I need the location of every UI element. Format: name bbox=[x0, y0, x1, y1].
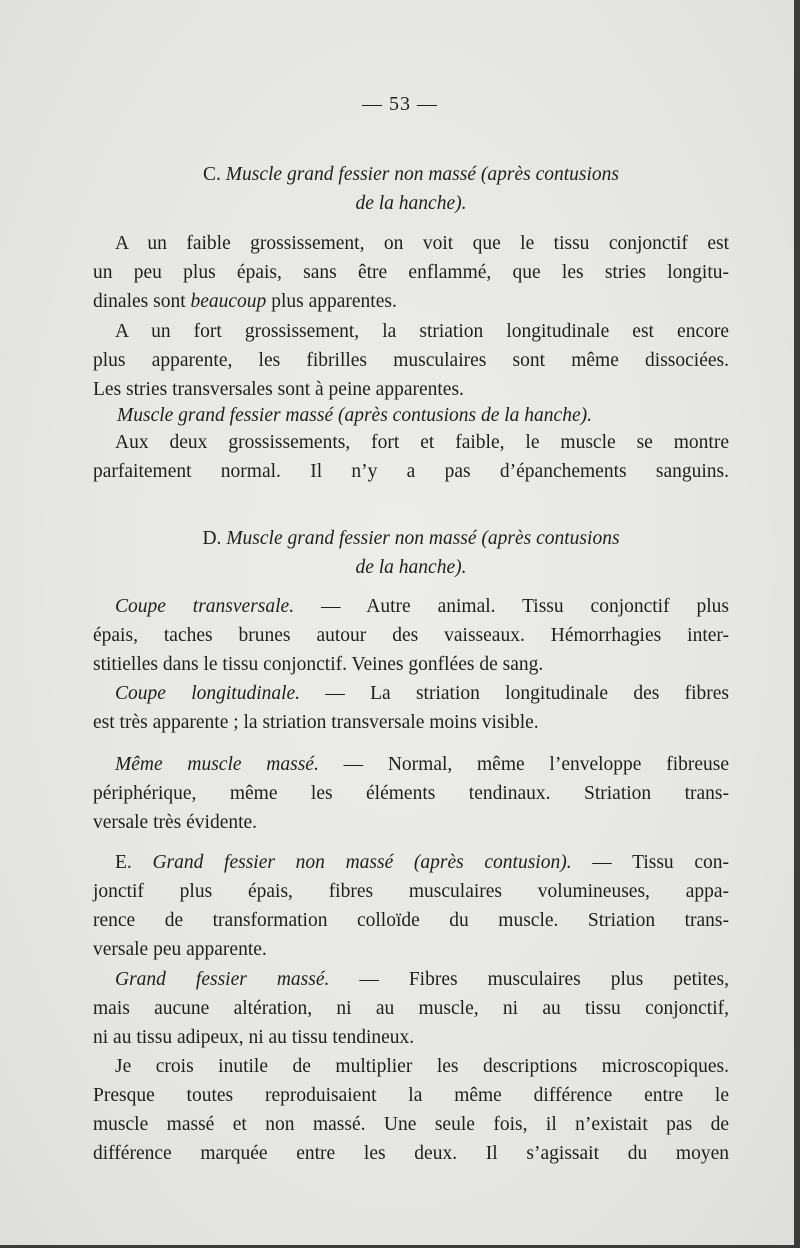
text-run: — Fibres musculaires plus petites, bbox=[329, 969, 729, 990]
text-line bbox=[93, 287, 729, 316]
text-run: — Autre animal. Tissu conjonctif plus bbox=[294, 596, 729, 617]
text-line: Presque toutes reproduisaient la même différence entre le bbox=[93, 1085, 729, 1106]
text-line: stitielles dans le tissu conjonctif. Veines gonflées de sang. bbox=[93, 654, 544, 675]
text-line: muscle massé et non massé. Une seule fois, il n’existait pas de bbox=[93, 1114, 729, 1135]
text-line bbox=[93, 965, 729, 994]
label-grand-fessier-non-masse: Grand fessier non massé (après contusion). bbox=[152, 852, 572, 873]
label-grand-fessier-masse: Grand fessier massé. bbox=[115, 969, 330, 990]
text-line: parfaitement normal. Il n’y a pas d’épanchements sanguins. bbox=[93, 461, 729, 482]
text-run: — Normal, même l’enveloppe fibreuse bbox=[318, 754, 730, 775]
section-c-heading bbox=[93, 160, 729, 218]
text-line: Aux deux grossissements, fort et faible, le muscle se montre bbox=[115, 432, 729, 453]
paragraph-grand-fessier-masse bbox=[93, 965, 729, 1052]
paragraph-conclusion bbox=[93, 1052, 729, 1168]
section-d-letter: D. bbox=[202, 528, 222, 549]
text-line: mais aucune altération, ni au muscle, ni au tissu conjonctif, bbox=[93, 998, 729, 1019]
section-d-title-line1 bbox=[93, 524, 729, 553]
page-number: — 53 — bbox=[362, 93, 438, 115]
text-run: plus apparentes. bbox=[266, 291, 397, 312]
massed-muscle-c-heading bbox=[93, 401, 729, 430]
section-e-letter: E. bbox=[115, 852, 132, 873]
paragraph-normal-muscle bbox=[93, 428, 729, 486]
text-line: versale très évidente. bbox=[93, 812, 258, 833]
text-line: jonctif plus épais, fibres musculaires volumineuses, appa- bbox=[93, 881, 729, 902]
text-line bbox=[93, 679, 729, 708]
section-e-paragraph bbox=[93, 848, 729, 964]
text-run: — Tissu con- bbox=[571, 852, 729, 873]
paragraph-transverse-section bbox=[93, 592, 729, 679]
label-same-muscle-massed: Même muscle massé. bbox=[115, 754, 319, 775]
paragraph-same-muscle-massed bbox=[93, 750, 729, 837]
paragraph-weak-magnification bbox=[93, 229, 729, 316]
scan-border-right bbox=[794, 0, 800, 1248]
text-line: est très apparente ; la striation transversale moins visible. bbox=[93, 712, 539, 733]
text-line: plus apparente, les fibrilles musculaires sont même dissociées. bbox=[93, 350, 729, 371]
text-line: versale peu apparente. bbox=[93, 939, 267, 960]
section-d-title-line2: de la hanche). bbox=[355, 557, 467, 578]
text-run: dinales sont bbox=[93, 291, 191, 312]
massed-muscle-c-title: Muscle grand fessier massé (après contusions de la hanche). bbox=[117, 405, 592, 426]
text-line: un peu plus épais, sans être enflammé, que les stries longitu- bbox=[93, 262, 729, 283]
text-line: rence de transformation colloïde du muscle. Striation trans- bbox=[93, 910, 729, 931]
paragraph-longitudinal-section bbox=[93, 679, 729, 737]
text-line: A un fort grossissement, la striation longitudinale est encore bbox=[115, 321, 729, 342]
text-line: différence marquée entre les deux. Il s’agissait du moyen bbox=[93, 1143, 729, 1164]
emphasis-beaucoup: beaucoup bbox=[190, 291, 267, 312]
label-longitudinal-section: Coupe longitudinale. bbox=[115, 683, 301, 704]
text-line: ni au tissu adipeux, ni au tissu tendineux. bbox=[93, 1027, 415, 1048]
text-line: Je crois inutile de multiplier les descriptions microscopiques. bbox=[115, 1056, 729, 1077]
text-line: A un faible grossissement, on voit que le tissu conjonctif est bbox=[115, 233, 729, 254]
text-line: Les stries transversales sont à peine apparentes. bbox=[93, 379, 464, 400]
label-transverse-section: Coupe transversale. bbox=[115, 596, 295, 617]
text-run: — La striation longitudinale des fibres bbox=[300, 683, 730, 704]
text-line bbox=[93, 750, 729, 779]
text-line: périphérique, même les éléments tendinaux. Striation trans- bbox=[93, 783, 729, 804]
text-line bbox=[93, 592, 729, 621]
section-d-title-text: Muscle grand fessier non massé (après contusions bbox=[226, 528, 620, 549]
paragraph-strong-magnification bbox=[93, 317, 729, 404]
section-d-heading bbox=[93, 524, 729, 582]
section-c-letter: C. bbox=[203, 164, 221, 185]
text-line bbox=[93, 848, 729, 877]
section-c-title-line1 bbox=[93, 160, 729, 189]
section-c-title-text: Muscle grand fessier non massé (après contusions bbox=[225, 164, 619, 185]
section-c-title-line2: de la hanche). bbox=[355, 193, 467, 214]
text-line: épais, taches brunes autour des vaisseaux. Hémorrhagies inter- bbox=[93, 625, 729, 646]
